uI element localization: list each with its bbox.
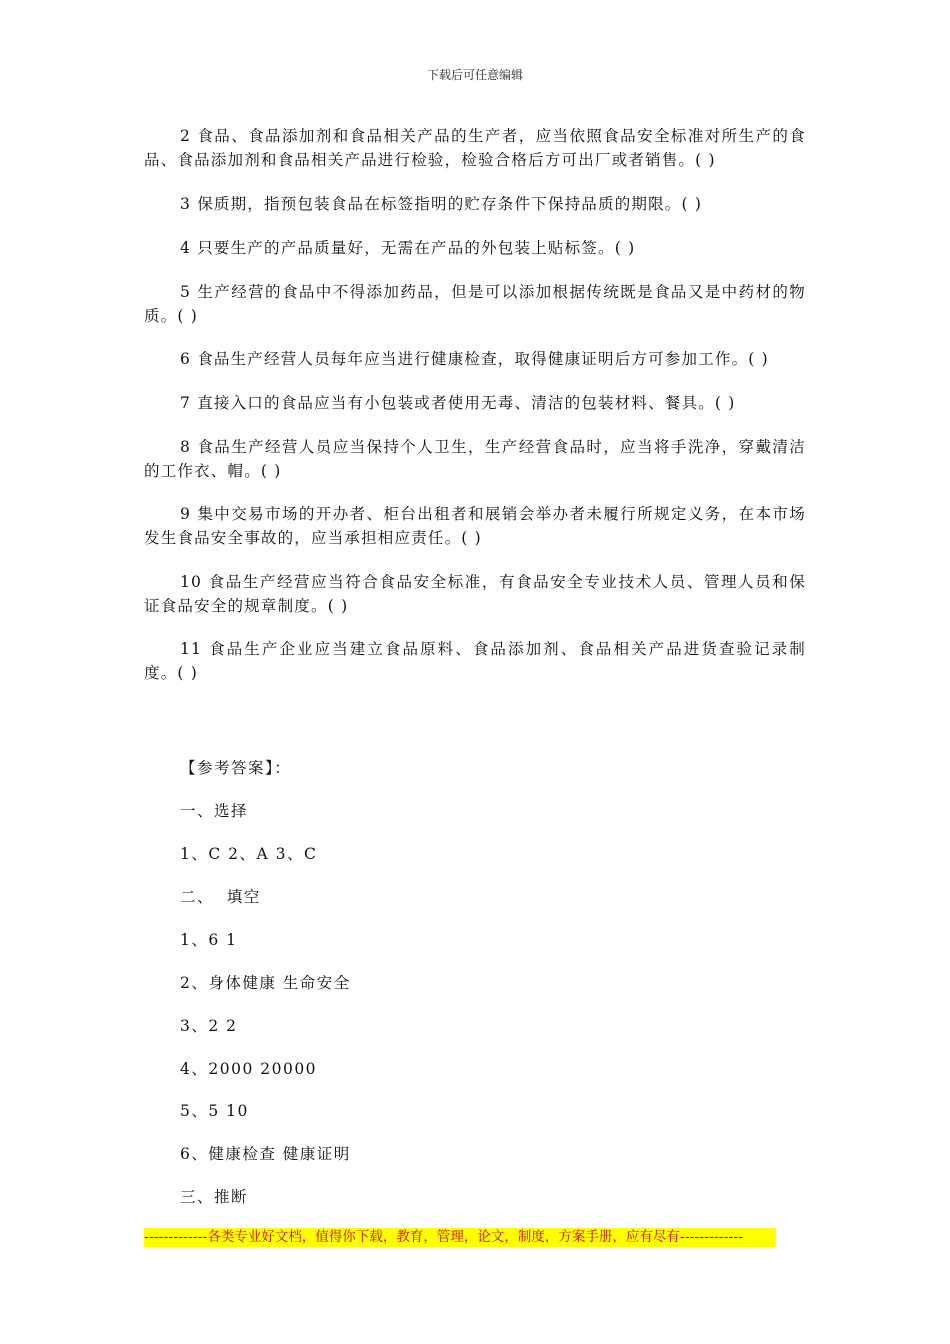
footer-banner: -------------各类专业好文档，值得你下载，教育，管理，论文，制度，方案手册，应有尽有------------- xyxy=(144,1228,776,1247)
question-list xyxy=(144,124,806,685)
answer-line: 4、2000 20000 xyxy=(180,1060,318,1078)
question-9: 9 集中交易市场的开办者、柜台出租者和展销会举办者未履行所规定义务，在本市场发生食品安全事故的，应当承担相应责任。( ) xyxy=(144,505,806,547)
question-6: 6 食品生产经营人员每年应当进行健康检查，取得健康证明后方可参加工作。( ) xyxy=(180,350,769,368)
question-8: 8 食品生产经营人员应当保持个人卫生，生产经营食品时，应当将手洗净，穿戴清洁的工作衣、帽。( ) xyxy=(144,438,806,480)
question-7: 7 直接入口的食品应当有小包装或者使用无毒、清洁的包装材料、餐具。( ) xyxy=(180,394,736,412)
question-10: 10 食品生产经营应当符合食品安全标准，有食品安全专业技术人员、管理人员和保证食品安全的规章制度。( ) xyxy=(144,573,806,615)
answer-line: 3、2 2 xyxy=(180,1017,238,1035)
answer-line: 三、推断 xyxy=(180,1188,249,1206)
answer-heading: 【参考答案】： xyxy=(180,759,292,777)
question-3: 3 保质期，指预包装食品在标签指明的贮存条件下保持品质的期限。( ) xyxy=(180,195,703,213)
header-note: 下载后可任意编辑 xyxy=(426,68,523,82)
answer-line: 2、身体健康 生命安全 xyxy=(180,974,351,992)
answer-line: 1、C 2、A 3、C xyxy=(180,845,318,863)
question-11: 11 食品生产企业应当建立食品原料、食品添加剂、食品相关产品进货查验记录制度。( ) xyxy=(144,640,806,682)
answer-line: 5、5 10 xyxy=(180,1102,249,1120)
question-5: 5 生产经营的食品中不得添加药品，但是可以添加根据传统既是食品又是中药材的物质。( ) xyxy=(144,283,806,325)
answer-line: 一、选择 xyxy=(180,802,249,820)
answer-line: 二、 填空 xyxy=(180,888,261,906)
question-2: 2 食品、食品添加剂和食品相关产品的生产者，应当依照食品安全标准对所生产的食品、食品添加剂和食品相关产品进行检验，检验合格后方可出厂或者销售。( ) xyxy=(144,127,806,169)
answer-line: 6、健康检查 健康证明 xyxy=(180,1145,351,1163)
answer-line: 1、6 1 xyxy=(180,931,238,949)
question-4: 4 只要生产的产品质量好，无需在产品的外包装上贴标签。( ) xyxy=(180,239,636,257)
